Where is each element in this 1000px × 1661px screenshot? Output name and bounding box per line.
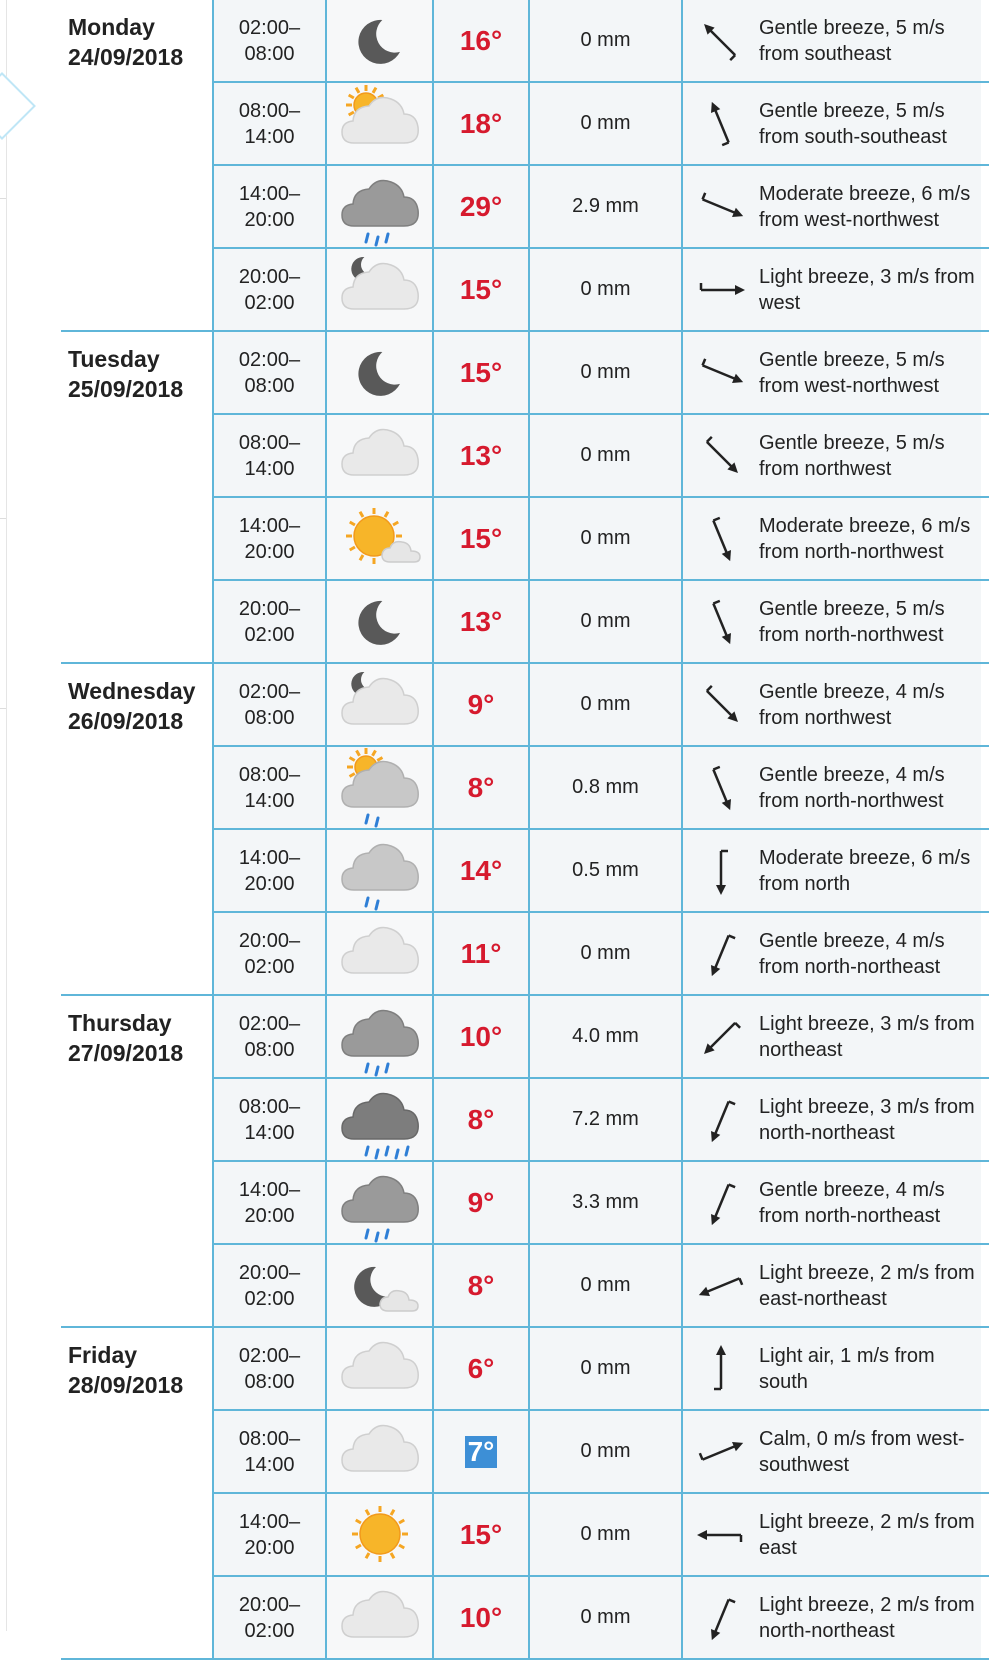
time-end: 20:00 (244, 208, 295, 231)
precipitation (528, 747, 681, 828)
wind-from-west-northwest-icon (683, 345, 759, 401)
wind-from-west-southwest-icon (683, 1424, 759, 1480)
forecast-row (212, 830, 989, 913)
cloud-icon (325, 1328, 432, 1409)
time-end: 02:00 (244, 291, 295, 314)
rain-cloud-icon (325, 1162, 432, 1243)
wind-description: Moderate breeze, 6 m/s from west-northwest (759, 182, 971, 231)
wind-description: Gentle breeze, 5 m/s from southeast (759, 16, 945, 65)
precipitation-value: 0 mm (580, 1606, 631, 1628)
temperature (432, 830, 528, 911)
precipitation (528, 83, 681, 164)
time-period (212, 913, 325, 994)
day-block (61, 1328, 989, 1660)
time-start: 08:00– (238, 99, 301, 122)
precipitation (528, 664, 681, 745)
precipitation-value: 7.2 mm (572, 1108, 639, 1130)
temperature (432, 1328, 528, 1409)
day-block (61, 664, 989, 996)
wind-from-northwest-icon (683, 677, 759, 733)
precipitation-value: 4.0 mm (572, 1025, 639, 1047)
wind (681, 166, 981, 247)
time-start: 20:00– (238, 1261, 301, 1284)
wind-from-north-northwest-icon (683, 511, 759, 567)
day-label (61, 332, 212, 662)
precipitation (528, 332, 681, 413)
time-end: 20:00 (244, 540, 295, 563)
time-period (212, 1411, 325, 1492)
wind-description: Light air, 1 m/s from south (759, 1344, 935, 1393)
partly-cloudy-night-icon (325, 249, 432, 330)
temperature-value: 13° (459, 605, 503, 637)
cloud-icon (325, 415, 432, 496)
time-end: 08:00 (244, 1038, 295, 1061)
temperature-value: 9° (467, 688, 495, 720)
time-start: 20:00– (238, 929, 301, 952)
temperature (432, 913, 528, 994)
day-name: Friday (68, 1342, 138, 1368)
temperature-value: 16° (459, 24, 503, 56)
forecast-row (212, 996, 989, 1079)
temperature (432, 1162, 528, 1243)
partly-cloudy-sun-icon (325, 83, 432, 164)
wind (681, 1162, 981, 1243)
wind (681, 332, 981, 413)
forecast-row (212, 1328, 989, 1411)
day-name: Wednesday (68, 678, 196, 704)
temperature (432, 1245, 528, 1326)
partly-cloudy-night-icon (325, 664, 432, 745)
precipitation (528, 498, 681, 579)
day-block (61, 996, 989, 1328)
precipitation-value: 0 mm (580, 1440, 631, 1462)
forecast-row (212, 913, 989, 994)
forecast-row (212, 83, 989, 166)
temperature-value: 10° (459, 1601, 503, 1633)
precipitation (528, 1245, 681, 1326)
temperature (432, 1079, 528, 1160)
temperature-value: 8° (467, 1103, 495, 1135)
moon-icon (325, 581, 432, 662)
forecast-row (212, 664, 989, 747)
forecast-row (212, 1162, 989, 1245)
wind-from-north-northeast-icon (683, 1092, 759, 1148)
time-start: 14:00– (238, 1510, 301, 1533)
wind-from-northwest-icon (683, 428, 759, 484)
temperature-value: 18° (459, 107, 503, 139)
time-period (212, 747, 325, 828)
forecast-row (212, 332, 989, 415)
temperature (432, 249, 528, 330)
time-start: 02:00– (238, 1012, 301, 1035)
wind (681, 996, 981, 1077)
moon-icon (325, 332, 432, 413)
wind (681, 0, 981, 81)
precipitation-value: 0 mm (580, 444, 631, 466)
precipitation (528, 1162, 681, 1243)
cloud-icon (325, 1411, 432, 1492)
time-start: 20:00– (238, 265, 301, 288)
rain-cloud-icon (325, 996, 432, 1077)
precipitation-value: 0 mm (580, 1357, 631, 1379)
side-panel-toggle[interactable] (0, 72, 36, 140)
wind-description: Gentle breeze, 5 m/s from north-northwest (759, 597, 945, 646)
precipitation (528, 1411, 681, 1492)
precipitation (528, 1328, 681, 1409)
day-date: 27/09/2018 (68, 1040, 184, 1066)
precipitation (528, 1577, 681, 1658)
time-start: 02:00– (238, 348, 301, 371)
forecast-row (212, 498, 989, 581)
wind-description: Gentle breeze, 4 m/s from north-northeast (759, 929, 945, 978)
wind-from-north-northwest-icon (683, 760, 759, 816)
time-end: 08:00 (244, 374, 295, 397)
time-period (212, 1162, 325, 1243)
temperature-value: 8° (467, 1269, 495, 1301)
precipitation-value: 0 mm (580, 278, 631, 300)
wind-description: Gentle breeze, 4 m/s from northwest (759, 680, 945, 729)
wind-from-west-northwest-icon (683, 179, 759, 235)
temperature (432, 664, 528, 745)
forecast-row (212, 1577, 989, 1658)
day-label (61, 0, 212, 330)
time-start: 02:00– (238, 16, 301, 39)
day-date: 24/09/2018 (68, 44, 184, 70)
precipitation (528, 249, 681, 330)
forecast-row (212, 747, 989, 830)
wind-from-north-northeast-icon (683, 1175, 759, 1231)
precipitation-value: 0.5 mm (572, 859, 639, 881)
wind (681, 1494, 981, 1575)
precipitation (528, 581, 681, 662)
rail-divider (0, 198, 6, 199)
precipitation-value: 0 mm (580, 112, 631, 134)
light-rain-cloud-icon (325, 830, 432, 911)
time-period (212, 996, 325, 1077)
wind-description: Gentle breeze, 5 m/s from south-southeast (759, 99, 947, 148)
wind-description: Light breeze, 3 m/s from west (759, 265, 975, 314)
precipitation-value: 0 mm (580, 1523, 631, 1545)
day-label (61, 996, 212, 1326)
sun-icon (325, 1494, 432, 1575)
time-period (212, 664, 325, 745)
precipitation-value: 0 mm (580, 610, 631, 632)
time-end: 14:00 (244, 1121, 295, 1144)
time-end: 14:00 (244, 1453, 295, 1476)
rail-divider (0, 518, 6, 519)
wind (681, 83, 981, 164)
wind-from-south-southeast-icon (683, 96, 759, 152)
wind (681, 498, 981, 579)
time-period (212, 830, 325, 911)
precipitation (528, 166, 681, 247)
temperature-value: 8° (467, 771, 495, 803)
precipitation-value: 0 mm (580, 527, 631, 549)
moon-cloud-icon (325, 1245, 432, 1326)
time-start: 20:00– (238, 597, 301, 620)
wind (681, 1079, 981, 1160)
wind-description: Gentle breeze, 4 m/s from north-northeast (759, 1178, 945, 1227)
forecast-row (212, 249, 989, 330)
wind (681, 415, 981, 496)
time-end: 20:00 (244, 1204, 295, 1227)
day-block (61, 332, 989, 664)
temperature (432, 581, 528, 662)
time-end: 02:00 (244, 623, 295, 646)
day-date: 25/09/2018 (68, 376, 184, 402)
rain-cloud-icon (325, 166, 432, 247)
forecast-row (212, 415, 989, 498)
time-period (212, 249, 325, 330)
wind-description: Light breeze, 2 m/s from east-northeast (759, 1261, 975, 1310)
precipitation-value: 0 mm (580, 693, 631, 715)
precipitation (528, 1079, 681, 1160)
forecast-row (212, 581, 989, 662)
time-start: 20:00– (238, 1593, 301, 1616)
temperature (432, 83, 528, 164)
temperature-value: 15° (459, 273, 503, 305)
time-end: 14:00 (244, 125, 295, 148)
forecast-row (212, 1411, 989, 1494)
sun-small-cloud-icon (325, 498, 432, 579)
time-period (212, 1494, 325, 1575)
temperature (432, 415, 528, 496)
day-name: Monday (68, 14, 155, 40)
time-period (212, 581, 325, 662)
wind (681, 747, 981, 828)
day-date: 26/09/2018 (68, 708, 184, 734)
wind-description: Gentle breeze, 5 m/s from northwest (759, 431, 945, 480)
precipitation (528, 0, 681, 81)
time-period (212, 332, 325, 413)
day-label (61, 1328, 212, 1658)
time-end: 08:00 (244, 42, 295, 65)
time-end: 20:00 (244, 872, 295, 895)
precipitation-value: 0 mm (580, 942, 631, 964)
temperature-value: 10° (459, 1020, 503, 1052)
time-end: 20:00 (244, 1536, 295, 1559)
day-block (61, 0, 989, 332)
temperature (432, 1494, 528, 1575)
precipitation-value: 2.9 mm (572, 195, 639, 217)
forecast-row (212, 1245, 989, 1326)
wind (681, 830, 981, 911)
time-end: 02:00 (244, 1619, 295, 1642)
wind-from-southeast-icon (683, 13, 759, 69)
time-end: 08:00 (244, 1370, 295, 1393)
time-period (212, 1577, 325, 1658)
wind (681, 581, 981, 662)
wind-description: Moderate breeze, 6 m/s from north-northwest (759, 514, 971, 563)
time-period (212, 1245, 325, 1326)
forecast-table (61, 0, 989, 1660)
forecast-row (212, 1494, 989, 1577)
temperature (432, 1411, 528, 1492)
cloud-icon (325, 1577, 432, 1658)
time-end: 02:00 (244, 1287, 295, 1310)
precipitation (528, 1494, 681, 1575)
time-start: 14:00– (238, 846, 301, 869)
precipitation (528, 830, 681, 911)
wind-from-north-icon (683, 843, 759, 899)
wind-from-north-northwest-icon (683, 594, 759, 650)
cloud-icon (325, 913, 432, 994)
time-period (212, 415, 325, 496)
time-period (212, 166, 325, 247)
forecast-row (212, 166, 989, 249)
sun-cloud-rain-icon (325, 747, 432, 828)
time-start: 02:00– (238, 1344, 301, 1367)
time-start: 08:00– (238, 431, 301, 454)
time-end: 14:00 (244, 457, 295, 480)
time-end: 08:00 (244, 706, 295, 729)
precipitation-value: 0 mm (580, 29, 631, 51)
time-start: 14:00– (238, 1178, 301, 1201)
wind (681, 913, 981, 994)
temperature (432, 996, 528, 1077)
precipitation-value: 3.3 mm (572, 1191, 639, 1213)
wind-from-east-icon (683, 1507, 759, 1563)
time-start: 02:00– (238, 680, 301, 703)
time-start: 08:00– (238, 1427, 301, 1450)
wind (681, 1577, 981, 1658)
wind-description: Light breeze, 2 m/s from north-northeast (759, 1593, 975, 1642)
wind-from-north-northeast-icon (683, 1590, 759, 1646)
wind-from-northeast-icon (683, 1009, 759, 1065)
precipitation-value: 0 mm (580, 1274, 631, 1296)
temperature (432, 1577, 528, 1658)
forecast-row (212, 0, 989, 83)
forecast-row (212, 1079, 989, 1162)
temperature-value: 6° (467, 1352, 495, 1384)
precipitation (528, 415, 681, 496)
time-period (212, 498, 325, 579)
temperature (432, 332, 528, 413)
temperature-value: 14° (459, 854, 503, 886)
time-start: 14:00– (238, 182, 301, 205)
temperature-value: 9° (467, 1186, 495, 1218)
temperature-value: 29° (459, 190, 503, 222)
wind-description: Gentle breeze, 4 m/s from north-northwest (759, 763, 945, 812)
precipitation-value: 0 mm (580, 361, 631, 383)
precipitation (528, 996, 681, 1077)
wind-description: Gentle breeze, 5 m/s from west-northwest (759, 348, 945, 397)
day-name: Tuesday (68, 346, 160, 372)
left-rail (0, 0, 7, 1631)
wind-from-east-northeast-icon (683, 1258, 759, 1314)
wind-description: Moderate breeze, 6 m/s from north (759, 846, 971, 895)
wind-from-north-northeast-icon (683, 926, 759, 982)
precipitation (528, 913, 681, 994)
time-start: 14:00– (238, 514, 301, 537)
wind (681, 1411, 981, 1492)
wind (681, 249, 981, 330)
heavy-rain-cloud-icon (325, 1079, 432, 1160)
time-period (212, 0, 325, 81)
wind-from-west-icon (683, 262, 759, 318)
rail-divider (0, 708, 6, 709)
precipitation-value: 0.8 mm (572, 776, 639, 798)
temperature-value: 13° (459, 439, 503, 471)
temperature (432, 747, 528, 828)
day-label (61, 664, 212, 994)
temperature-value: 7° (465, 1436, 498, 1468)
time-start: 08:00– (238, 1095, 301, 1118)
wind (681, 1245, 981, 1326)
moon-icon (325, 0, 432, 81)
time-start: 08:00– (238, 763, 301, 786)
wind-from-south-icon (683, 1341, 759, 1397)
temperature-value: 15° (459, 522, 503, 554)
temperature-value: 11° (460, 937, 502, 969)
time-period (212, 83, 325, 164)
time-end: 02:00 (244, 955, 295, 978)
wind (681, 664, 981, 745)
wind-description: Calm, 0 m/s from west-southwest (759, 1427, 965, 1476)
time-period (212, 1079, 325, 1160)
wind-description: Light breeze, 3 m/s from northeast (759, 1012, 975, 1061)
temperature-value: 15° (459, 356, 503, 388)
wind (681, 1328, 981, 1409)
temperature (432, 498, 528, 579)
time-period (212, 1328, 325, 1409)
day-name: Thursday (68, 1010, 172, 1036)
time-end: 14:00 (244, 789, 295, 812)
temperature-value: 15° (459, 1518, 503, 1550)
wind-description: Light breeze, 3 m/s from north-northeast (759, 1095, 975, 1144)
day-date: 28/09/2018 (68, 1372, 184, 1398)
temperature (432, 0, 528, 81)
wind-description: Light breeze, 2 m/s from east (759, 1510, 975, 1559)
temperature (432, 166, 528, 247)
